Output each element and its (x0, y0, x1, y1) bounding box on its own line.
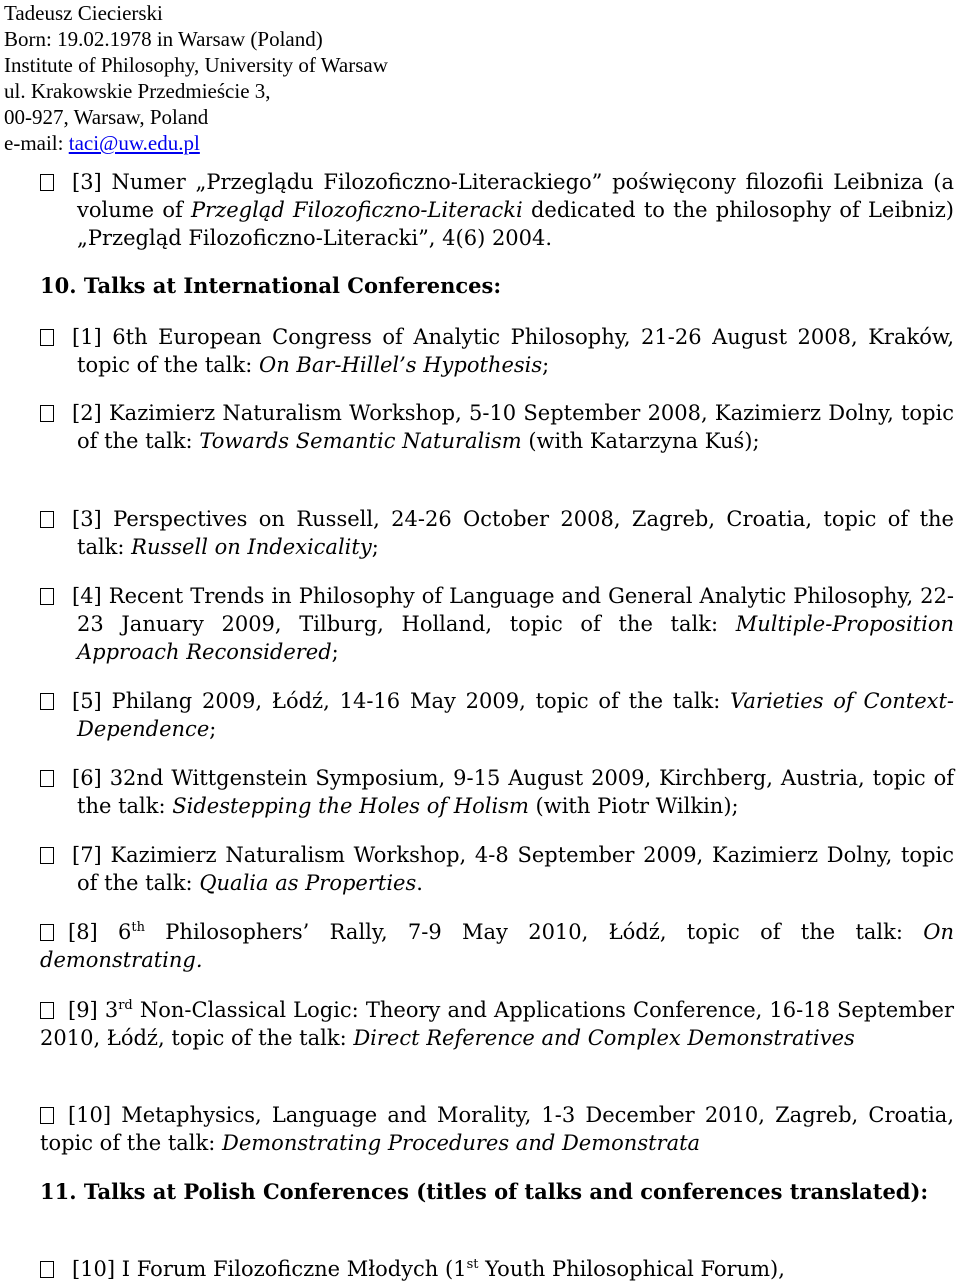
item-number: [6] (72, 766, 102, 790)
item-number: [10] (72, 1257, 116, 1281)
item-suffix: ; (209, 717, 217, 741)
item-number: [4] (72, 584, 102, 608)
item-number: [5] (72, 689, 102, 713)
item-number: [7] (72, 843, 102, 867)
item-number: [10] (68, 1103, 112, 1127)
item-suffix: ; (371, 535, 379, 559)
item-suffix: . (416, 871, 423, 895)
item-text: Numer „Przeglądu Filozoficzno-Literackiego” poświęcony filozofii Leibniza (a volume of (77, 170, 954, 222)
item-number: [2] (72, 401, 102, 425)
item-text: Philang 2009, Łódź, 14-16 May 2009, topic of the talk: (101, 689, 731, 713)
item-text: Youth Philosophical Forum), (478, 1257, 785, 1281)
ordinal-suffix: th (131, 920, 146, 935)
item-title: Przegląd Filozoficzno-Literacki (190, 198, 523, 222)
talk-title: On demonstrating. (40, 920, 954, 972)
bullet-box-icon (40, 1002, 54, 1019)
email-link[interactable]: taci@uw.edu.pl (68, 131, 200, 155)
item-suffix: ; (542, 353, 550, 377)
item-text: Kazimierz Naturalism Workshop, 4-8 September 2009, Kazimierz Dolny, topic of the talk: (77, 843, 954, 895)
bullet-box-icon (40, 405, 54, 422)
birth-info: Born: 19.02.1978 in Warsaw (Poland) (4, 27, 323, 51)
talk-title: Direct Reference and Complex Demonstratives (353, 1026, 855, 1050)
bullet-box-icon (40, 770, 54, 787)
bullet-box-icon (40, 1107, 54, 1124)
item-number: [3] (72, 507, 102, 531)
talk-item (40, 996, 954, 1052)
city-address: 00-927, Warsaw, Poland (4, 105, 209, 129)
talk-title: On Bar-Hillel’s Hypothesis (259, 353, 543, 377)
talk-item (40, 764, 954, 820)
item-text: Recent Trends in Philosophy of Language and General Analytic Philosophy, 22-23 January 2009, Tilburg, Holland, topic of the talk: (77, 584, 954, 636)
bullet-box-icon (40, 847, 54, 864)
street-address: ul. Krakowskie Przedmieście 3, (4, 79, 271, 103)
polish-talk-item (40, 1255, 954, 1283)
talk-title: Demonstrating Procedures and Demonstrata (222, 1131, 701, 1155)
bullet-box-icon (40, 693, 54, 710)
talk-title: Sidestepping the Holes of Holism (172, 794, 529, 818)
item-number: [8] (68, 920, 98, 944)
author-header (4, 0, 388, 156)
talk-item (40, 582, 954, 666)
item-number: [9] (68, 998, 98, 1022)
bullet-box-icon (40, 924, 54, 941)
email-label: e-mail: (4, 131, 69, 155)
item-text: Philosophers’ Rally, 7-9 May 2010, Łódź, topic of the talk: (145, 920, 924, 944)
section-heading-10: 10. Talks at International Conferences: (40, 273, 502, 298)
talk-item (40, 505, 954, 561)
item-suffix: (with Piotr Wilkin); (528, 794, 739, 818)
bullet-box-icon (40, 511, 54, 528)
item-text: Kazimierz Naturalism Workshop, 5-10 September 2008, Kazimierz Dolny, topic of the talk: (77, 401, 954, 453)
publication-item (40, 168, 954, 252)
talk-title: Russell on Indexicality (131, 535, 372, 559)
bullet-box-icon (40, 174, 54, 191)
item-number: [3] (72, 170, 102, 194)
item-text: 6th European Congress of Analytic Philosophy, 21-26 August 2008, Kraków, topic of the talk: (77, 325, 954, 377)
section-heading-11: 11. Talks at Polish Conferences (titles of talks and conferences translated): (40, 1179, 929, 1204)
ordinal-suffix: rd (118, 998, 133, 1013)
ordinal-suffix: st (466, 1257, 479, 1272)
talk-item (40, 323, 954, 379)
talk-title: Qualia as Properties (199, 871, 417, 895)
talk-item (40, 918, 954, 974)
item-number: [1] (72, 325, 102, 349)
item-text: Non-Classical Logic: Theory and Applications Conference, 16-18 September 2010, Łódź, topic of the talk: (40, 998, 954, 1050)
talk-item (40, 841, 954, 897)
talk-item (40, 1101, 954, 1157)
talk-title: Varieties of Context-Dependence (77, 689, 955, 741)
item-suffix: ; (331, 640, 339, 664)
item-text: dedicated to the philosophy of Leibniz) „Przegląd Filozoficzno-Literacki”, 4(6) 2004. (77, 198, 955, 250)
bullet-box-icon (40, 588, 54, 605)
item-text: Metaphysics, Language and Morality, 1-3 December 2010, Zagreb, Croatia, topic of the talk: (40, 1103, 954, 1155)
talk-item (40, 399, 954, 455)
email-line (4, 130, 388, 156)
talk-item (40, 687, 954, 743)
author-name: Tadeusz Ciecierski (4, 1, 163, 25)
bullet-box-icon (40, 1261, 54, 1278)
talk-title: Towards Semantic Naturalism (199, 429, 522, 453)
item-suffix: (with Katarzyna Kuś); (521, 429, 760, 453)
item-text: I Forum Filozoficzne Młodych (1 (115, 1257, 467, 1281)
item-text: 6 (97, 920, 132, 944)
talk-title: Multiple-Proposition Approach Reconsidered (77, 612, 954, 664)
institute: Institute of Philosophy, University of Warsaw (4, 53, 388, 77)
item-text: 32nd Wittgenstein Symposium, 9-15 August 2009, Kirchberg, Austria, topic of the talk: (77, 766, 954, 818)
bullet-box-icon (40, 329, 54, 346)
item-text: Perspectives on Russell, 24-26 October 2008, Zagreb, Croatia, topic of the talk: (77, 507, 954, 559)
item-text: 3 (97, 998, 119, 1022)
